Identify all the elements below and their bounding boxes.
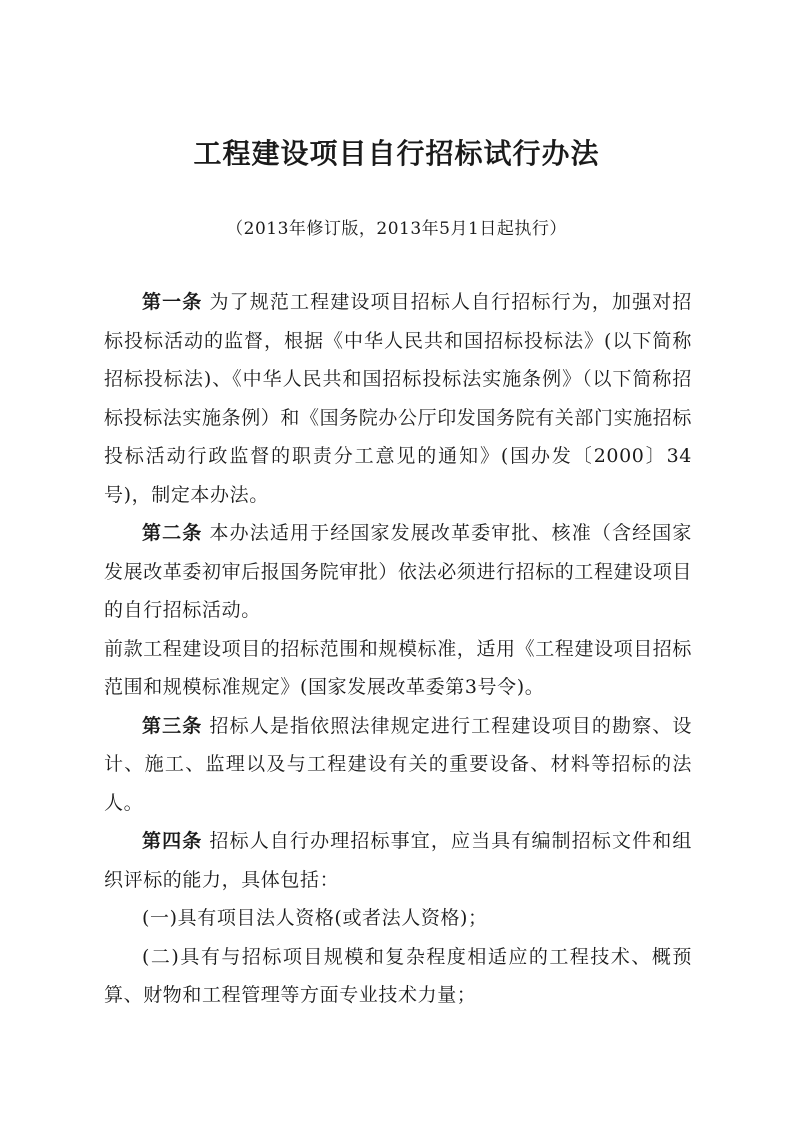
list-item-text: (二)具有与招标项目规模和复杂程度相适应的工程技术、概预算、财物和工程管理等方面专业技术力量； [104,945,692,1006]
article-4-item-2 [104,938,692,1015]
article-text: 本办法适用于经国家发展改革委审批、核准（含经国家发展改革委初审后报国务院审批）依法必须进行招标的工程建设项目的自行招标活动。 [104,522,693,621]
document-body [104,283,692,1015]
document-subtitle: （2013年修订版，2013年5月1日起执行） [226,219,567,239]
article-2 [104,514,692,630]
article-1 [104,283,692,514]
article-4-item-1 [104,899,692,938]
article-text: 招标人自行办理招标事宜，应当具有编制招标文件和组织评标的能力，具体包括： [104,830,692,891]
article-label: 第三条 [142,714,203,737]
document-title: 工程建设项目自行招标试行办法 [193,137,600,170]
article-label: 第四条 [142,830,203,852]
article-4 [104,822,692,899]
article-text: 为了规范工程建设项目招标人自行招标行为，加强对招标投标活动的监督，根据《中华人民共和国招标投标法》(以下简称招标投标法)、《中华人民共和国招标投标法实施条例》（以下简称招标投标法实施条例）和《国务院办公厅印发国务院有关部门实施招标投标活动行政监督的职责分工意见的通知》(国办发〔2000〕34号)，制定本办法。 [104,291,693,506]
article-3 [104,707,692,823]
article-label: 第一条 [142,291,203,313]
list-item-text: (一)具有项目法人资格(或者法人资格)； [142,907,488,929]
article-2-clause [104,630,692,707]
article-text: 前款工程建设项目的招标范围和规模标准，适用《工程建设项目招标范围和规模标准规定》(国家发展改革委第3号令)。 [104,637,693,698]
article-text: 招标人是指依照法律规定进行工程建设项目的勘察、设计、施工、监理以及与工程建设有关的重要设备、材料等招标的法人。 [104,714,692,814]
article-label: 第二条 [142,522,203,544]
